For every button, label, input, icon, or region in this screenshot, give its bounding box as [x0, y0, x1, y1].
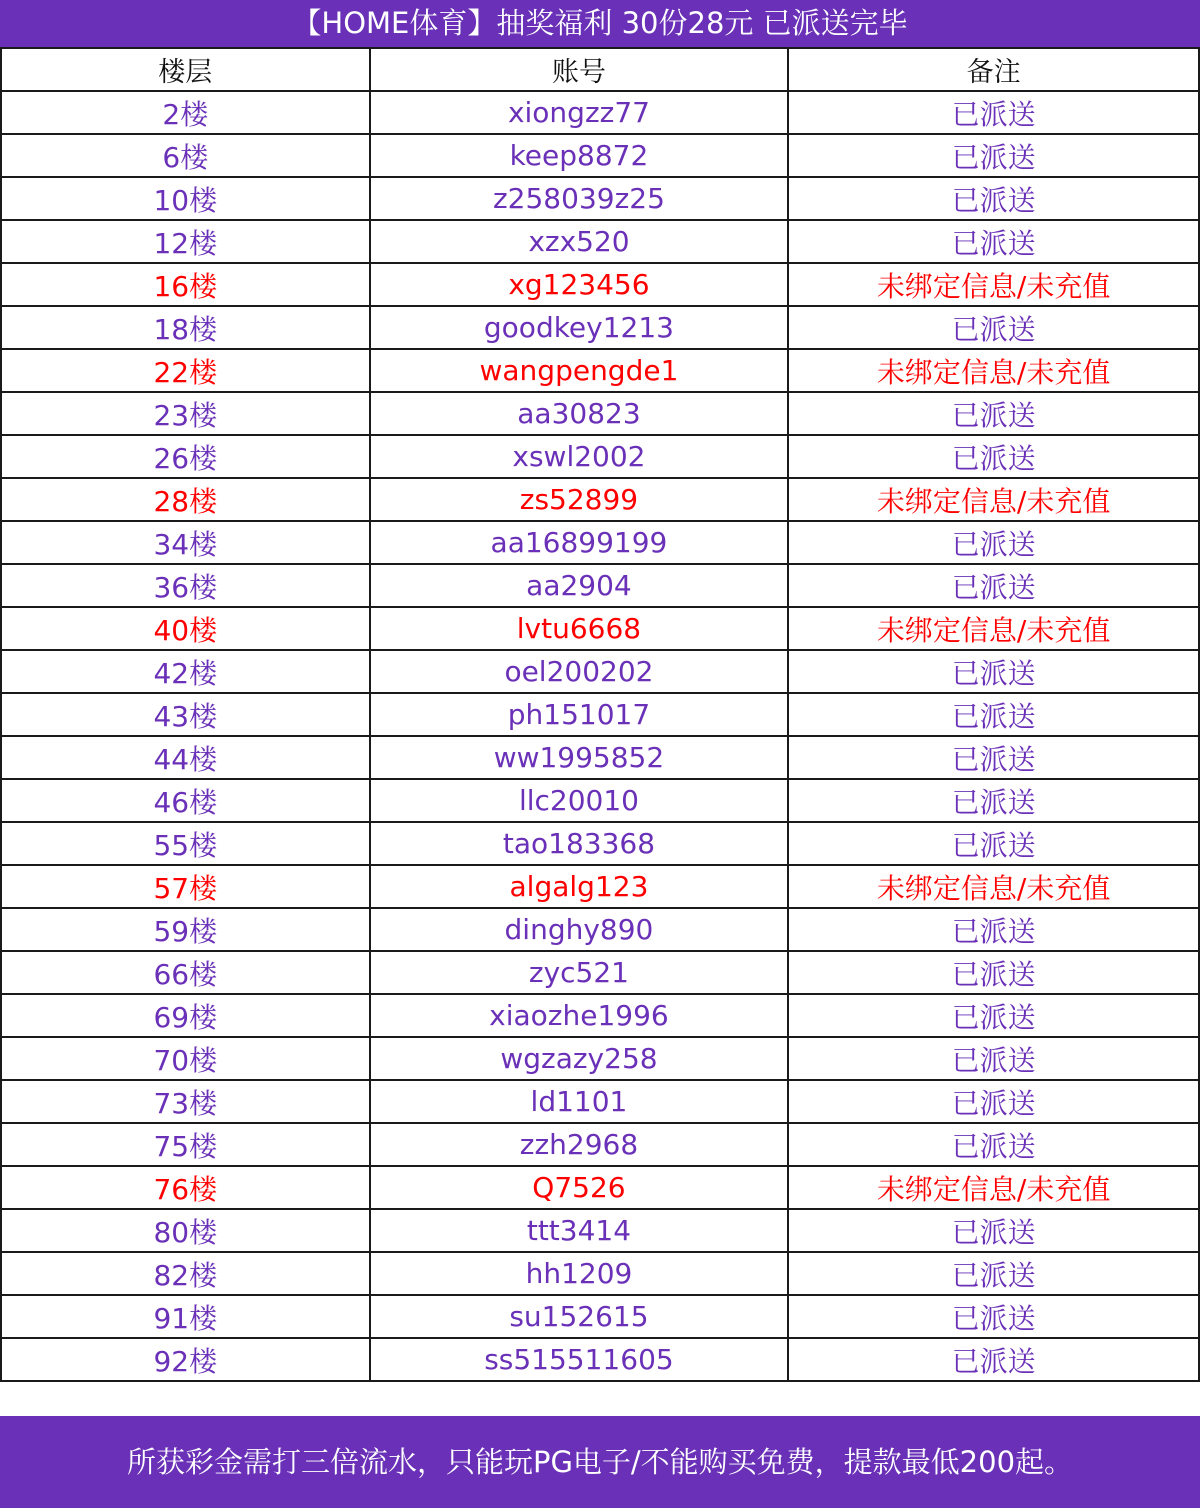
account-cell: aa16899199	[370, 521, 789, 564]
remark-cell: 已派送	[788, 779, 1199, 822]
floor-cell: 28楼	[1, 478, 370, 521]
account-cell: z258039z25	[370, 177, 789, 220]
table-row	[1, 349, 1199, 392]
account-cell: Q7526	[370, 1166, 789, 1209]
floor-cell: 40楼	[1, 607, 370, 650]
remark-cell: 已派送	[788, 822, 1199, 865]
account-cell: dinghy890	[370, 908, 789, 951]
table-row	[1, 1209, 1199, 1252]
table-row	[1, 1338, 1199, 1381]
floor-cell: 46楼	[1, 779, 370, 822]
floor-cell: 69楼	[1, 994, 370, 1037]
floor-cell: 10楼	[1, 177, 370, 220]
remark-cell: 已派送	[788, 306, 1199, 349]
table-row	[1, 435, 1199, 478]
column-header-account: 账号	[370, 48, 789, 91]
page-title: 【HOME体育】抽奖福利 30份28元 已派送完毕	[0, 0, 1200, 47]
column-header-floor: 楼层	[1, 48, 370, 91]
remark-cell: 已派送	[788, 91, 1199, 134]
account-cell: wgzazy258	[370, 1037, 789, 1080]
remark-cell: 已派送	[788, 650, 1199, 693]
floor-cell: 16楼	[1, 263, 370, 306]
account-cell: aa2904	[370, 564, 789, 607]
table-row	[1, 1080, 1199, 1123]
floor-cell: 73楼	[1, 1080, 370, 1123]
table-row	[1, 994, 1199, 1037]
remark-cell: 已派送	[788, 177, 1199, 220]
remark-cell: 已派送	[788, 951, 1199, 994]
table-row	[1, 263, 1199, 306]
remark-cell: 已派送	[788, 392, 1199, 435]
table-row	[1, 177, 1199, 220]
remark-cell: 已派送	[788, 134, 1199, 177]
table-row	[1, 779, 1199, 822]
table-row	[1, 693, 1199, 736]
table-row	[1, 1123, 1199, 1166]
floor-cell: 75楼	[1, 1123, 370, 1166]
remark-cell: 未绑定信息/未充值	[788, 607, 1199, 650]
remark-cell: 已派送	[788, 220, 1199, 263]
account-cell: zs52899	[370, 478, 789, 521]
account-cell: zyc521	[370, 951, 789, 994]
table-row	[1, 564, 1199, 607]
floor-cell: 76楼	[1, 1166, 370, 1209]
account-cell: ph151017	[370, 693, 789, 736]
floor-cell: 22楼	[1, 349, 370, 392]
floor-cell: 18楼	[1, 306, 370, 349]
table-row	[1, 951, 1199, 994]
remark-cell: 已派送	[788, 564, 1199, 607]
remark-cell: 已派送	[788, 1295, 1199, 1338]
account-cell: xiongzz77	[370, 91, 789, 134]
remark-cell: 未绑定信息/未充值	[788, 478, 1199, 521]
account-cell: llc20010	[370, 779, 789, 822]
floor-cell: 42楼	[1, 650, 370, 693]
table-row	[1, 306, 1199, 349]
footer-notice: 所获彩金需打三倍流水，只能玩PG电子/不能购买免费，提款最低200起。	[0, 1416, 1200, 1508]
floor-cell: 82楼	[1, 1252, 370, 1295]
account-cell: ss515511605	[370, 1338, 789, 1381]
table-row	[1, 521, 1199, 564]
floor-cell: 12楼	[1, 220, 370, 263]
account-cell: algalg123	[370, 865, 789, 908]
account-cell: wangpengde1	[370, 349, 789, 392]
remark-cell: 已派送	[788, 1252, 1199, 1295]
account-cell: zzh2968	[370, 1123, 789, 1166]
table-row	[1, 822, 1199, 865]
prize-table	[0, 47, 1200, 1382]
table-body	[1, 91, 1199, 1381]
table-header-row	[1, 48, 1199, 91]
remark-cell: 未绑定信息/未充值	[788, 263, 1199, 306]
remark-cell: 已派送	[788, 521, 1199, 564]
floor-cell: 44楼	[1, 736, 370, 779]
account-cell: lvtu6668	[370, 607, 789, 650]
table-row	[1, 1166, 1199, 1209]
account-cell: keep8872	[370, 134, 789, 177]
account-cell: xzx520	[370, 220, 789, 263]
table-row	[1, 478, 1199, 521]
table-row	[1, 865, 1199, 908]
table-row	[1, 736, 1199, 779]
remark-cell: 已派送	[788, 693, 1199, 736]
remark-cell: 已派送	[788, 994, 1199, 1037]
table-row	[1, 1252, 1199, 1295]
floor-cell: 6楼	[1, 134, 370, 177]
remark-cell: 已派送	[788, 908, 1199, 951]
account-cell: hh1209	[370, 1252, 789, 1295]
floor-cell: 34楼	[1, 521, 370, 564]
floor-cell: 59楼	[1, 908, 370, 951]
floor-cell: 2楼	[1, 91, 370, 134]
remark-cell: 未绑定信息/未充值	[788, 865, 1199, 908]
table-row	[1, 1037, 1199, 1080]
table-row	[1, 392, 1199, 435]
remark-cell: 未绑定信息/未充值	[788, 349, 1199, 392]
remark-cell: 已派送	[788, 1123, 1199, 1166]
account-cell: oel200202	[370, 650, 789, 693]
table-row	[1, 908, 1199, 951]
table-row	[1, 91, 1199, 134]
account-cell: ww1995852	[370, 736, 789, 779]
floor-cell: 23楼	[1, 392, 370, 435]
account-cell: ttt3414	[370, 1209, 789, 1252]
floor-cell: 36楼	[1, 564, 370, 607]
remark-cell: 已派送	[788, 435, 1199, 478]
floor-cell: 43楼	[1, 693, 370, 736]
floor-cell: 66楼	[1, 951, 370, 994]
account-cell: aa30823	[370, 392, 789, 435]
remark-cell: 已派送	[788, 1209, 1199, 1252]
floor-cell: 26楼	[1, 435, 370, 478]
remark-cell: 已派送	[788, 736, 1199, 779]
floor-cell: 55楼	[1, 822, 370, 865]
remark-cell: 已派送	[788, 1037, 1199, 1080]
table-row	[1, 134, 1199, 177]
floor-cell: 80楼	[1, 1209, 370, 1252]
remark-cell: 未绑定信息/未充值	[788, 1166, 1199, 1209]
account-cell: xiaozhe1996	[370, 994, 789, 1037]
table-row	[1, 1295, 1199, 1338]
floor-cell: 57楼	[1, 865, 370, 908]
floor-cell: 70楼	[1, 1037, 370, 1080]
column-header-remark: 备注	[788, 48, 1199, 91]
floor-cell: 92楼	[1, 1338, 370, 1381]
table-row	[1, 650, 1199, 693]
account-cell: su152615	[370, 1295, 789, 1338]
remark-cell: 已派送	[788, 1080, 1199, 1123]
table-row	[1, 607, 1199, 650]
account-cell: goodkey1213	[370, 306, 789, 349]
account-cell: ld1101	[370, 1080, 789, 1123]
table-row	[1, 220, 1199, 263]
account-cell: tao183368	[370, 822, 789, 865]
account-cell: xswl2002	[370, 435, 789, 478]
account-cell: xg123456	[370, 263, 789, 306]
floor-cell: 91楼	[1, 1295, 370, 1338]
remark-cell: 已派送	[788, 1338, 1199, 1381]
